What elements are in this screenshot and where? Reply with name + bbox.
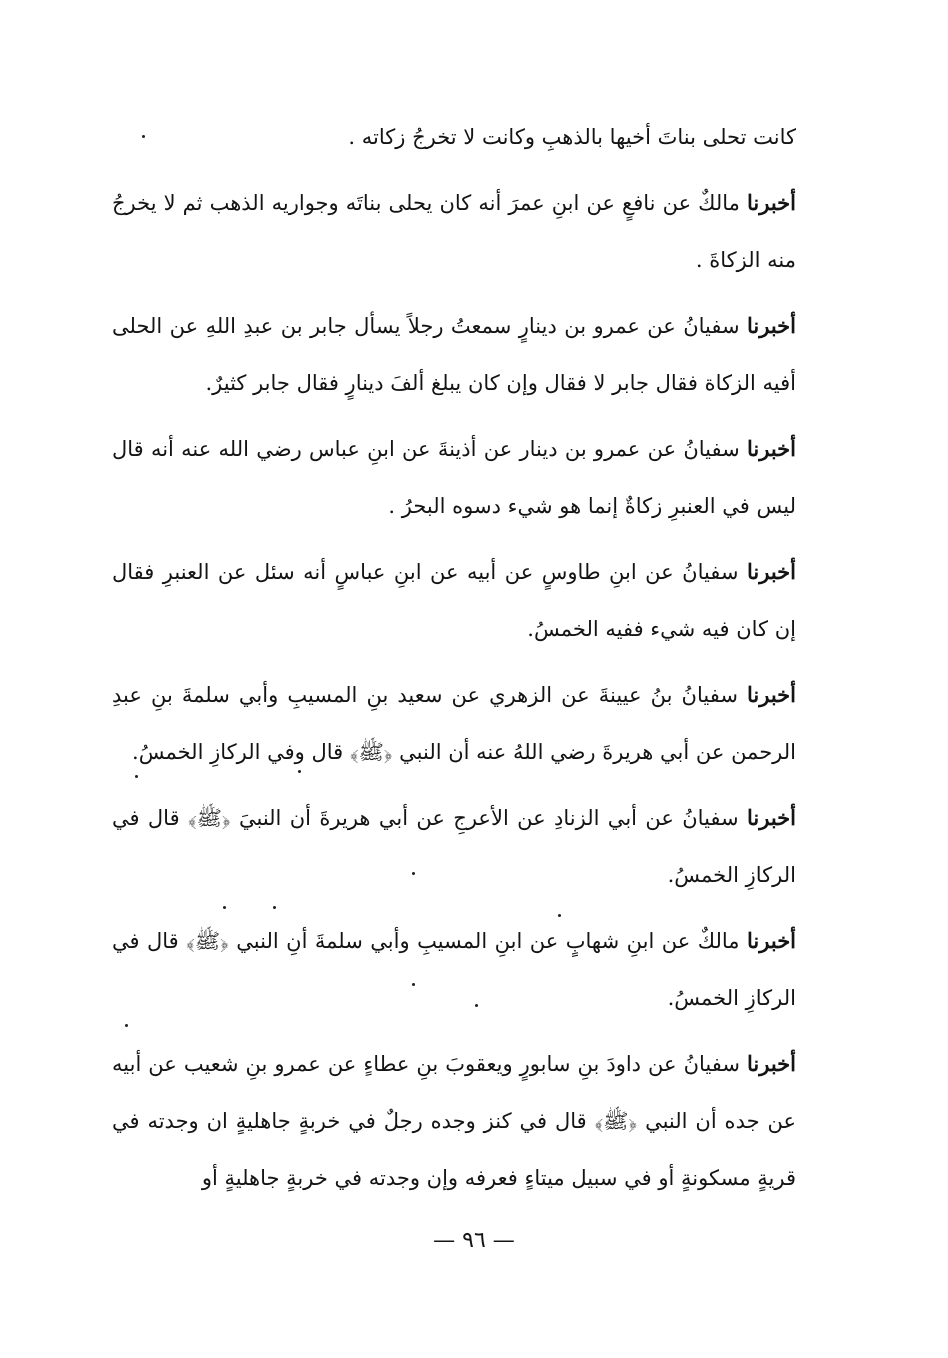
- paragraph-text: مالكٌ عن نافعٍ عن ابنِ عمرَ أنه كان يحلى بناتَه وجواريه الذهب ثم لا يخرجُ منه الزكاةَ .: [112, 191, 796, 272]
- paragraph-lead: أخبرنا: [747, 436, 796, 461]
- paragraph-lead: أخبرنا: [747, 559, 796, 584]
- paragraph-lead: أخبرنا: [747, 682, 796, 707]
- scan-speck: [412, 983, 415, 986]
- hadith-paragraph: [112, 1035, 796, 1207]
- paragraph-text: سفيانُ عن عمرو بن دينارٍ سمعتُ رجلاً يسأل جابر بن عبدِ اللهِ عن الحلى أفيه الزكاة فقال جابر لا فقال وإن كان يبلغ ألفَ دينارٍ فقال جابر كثيرٌ.: [112, 314, 796, 395]
- paragraph-lead: أخبرنا: [747, 928, 797, 953]
- hadith-paragraph: [112, 789, 796, 904]
- scan-speck: [223, 906, 226, 909]
- scan-speck: [412, 872, 415, 875]
- paragraph-text: مالكٌ عن ابنِ شهابٍ عن ابنِ المسيبِ وأبي سلمةَ أنِ النبي ﴿ﷺ﴾ قال في الركازِ الخمسُ.: [112, 929, 796, 1010]
- page-number: — ٩٦ —: [433, 1228, 515, 1253]
- paragraph-text: كانت تحلى بناتَ أخيها بالذهبِ وكانت لا تخرجُ زكاته .: [348, 125, 796, 149]
- hadith-paragraph: [112, 666, 796, 781]
- paragraph-lead: أخبرنا: [747, 1051, 796, 1076]
- scan-speck: [125, 1024, 128, 1027]
- scan-speck: [273, 906, 276, 909]
- paragraph-text: سفيانُ عن داودَ بنِ سابورٍ ويعقوبَ بنِ عطاءٍ عن عمرو بنِ شعيب عن أبيه عن جده أن النبي ﴿ﷺ﴾ قال في كنز وجده رجلٌ في خربةٍ جاهليةٍ ان وجدته في قريةٍ مسكونةٍ أو في سبيل ميتاءٍ فعرفه وإن وجدته في خربةٍ جاهليةٍ أو: [112, 1052, 796, 1190]
- hadith-paragraph: [112, 297, 796, 412]
- paragraph-text: سفيانُ عن عمرو بن دينار عن أذينةَ عن ابنِ عباس رضي الله عنه أنه قال ليس في العنبرِ زكاةٌ إنما هو شيء دسوه البحرُ .: [112, 437, 796, 518]
- scan-speck: [142, 135, 145, 138]
- scan-speck: [135, 775, 138, 778]
- scan-speck: [558, 914, 561, 917]
- scan-speck: [298, 770, 301, 773]
- paragraph-text: سفيانُ عن ابنِ طاوسٍ عن أبيه عن ابنِ عباسٍ أنه سئل عن العنبرِ فقال إن كان فيه شيء ففيه الخمسُ.: [112, 560, 796, 641]
- paragraph-lead: أخبرنا: [747, 313, 796, 338]
- paragraph-text: سفيانُ بنُ عيينةَ عن الزهري عن سعيد بنِ المسيبِ وأبي سلمةَ بنِ عبدِ الرحمن عن أبي هريرةَ رضي اللهُ عنه أن النبي ﴿ﷺ﴾ قال وفي الركازِ الخمسُ.: [112, 683, 796, 764]
- hadith-paragraph: [112, 108, 796, 166]
- paragraph-lead: أخبرنا: [747, 805, 796, 830]
- hadith-paragraph: [112, 543, 796, 658]
- paragraph-lead: أخبرنا: [747, 190, 796, 215]
- hadith-paragraph: [112, 912, 796, 1027]
- hadith-text-block: [112, 108, 796, 1215]
- hadith-paragraph: [112, 174, 796, 289]
- scan-speck: [475, 1004, 478, 1007]
- paragraph-text: سفيانُ عن أبي الزنادِ عن الأعرجِ عن أبي هريرةَ أن النبيَ ﴿ﷺ﴾ قال في الركازِ الخمسُ.: [112, 806, 796, 887]
- hadith-paragraph: [112, 420, 796, 535]
